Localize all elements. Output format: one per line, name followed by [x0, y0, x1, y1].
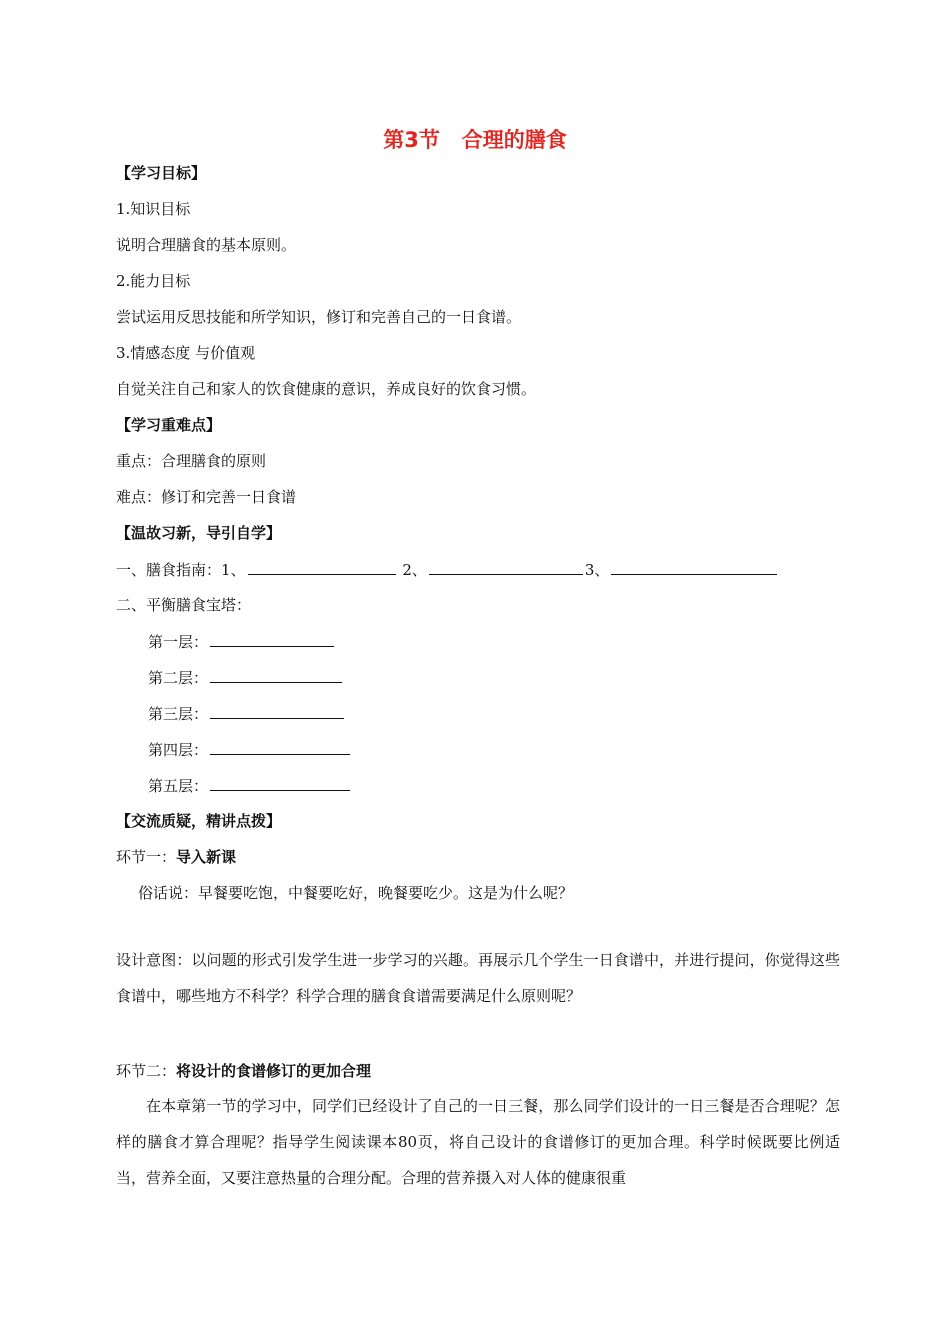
- layer-label: 第一层：: [148, 633, 209, 651]
- diet-guide-line: [116, 559, 779, 580]
- layer-label: 第五层：: [148, 777, 209, 795]
- step1-line: [116, 847, 236, 867]
- diet-guide-prefix: 一、膳食指南：1、: [116, 561, 246, 579]
- key-points-heading: 【学习重难点】: [116, 416, 222, 434]
- guide-blank-1[interactable]: [248, 559, 396, 575]
- pagoda-layer-3: [148, 703, 346, 724]
- layer-label: 第四层：: [148, 741, 209, 759]
- pagoda-layer-4: [148, 739, 352, 760]
- diet-guide-2: 2、: [402, 561, 427, 579]
- step1-label: 环节一：: [116, 848, 177, 866]
- focus-text: 重点：合理膳食的原则: [116, 452, 267, 470]
- layer-blank[interactable]: [210, 739, 350, 755]
- step2-paragraph: 在本章第一节的学习中，同学们已经设计了自己的一日三餐，那么同学们设计的一日三餐是否合理呢？怎样的膳食才算合理呢？指导学生阅读课本80页，将自己设计的食谱修订的更加合理。科学时候既要比例适当，营养全面，又要注意热量的合理分配。合理的营养摄入对人体的健康很重: [116, 1097, 840, 1187]
- knowledge-text: 说明合理膳食的基本原则。: [116, 236, 297, 254]
- layer-blank[interactable]: [210, 775, 350, 791]
- pagoda-layer-5: [148, 775, 352, 796]
- pagoda-layer-2: [148, 667, 344, 688]
- objectives-heading: 【学习目标】: [116, 164, 207, 182]
- emotion-text: 自觉关注自己和家人的饮食健康的意识，养成良好的饮食习惯。: [116, 380, 537, 398]
- step2-label: 环节二：: [116, 1062, 177, 1080]
- layer-blank[interactable]: [210, 703, 344, 719]
- layer-label: 第二层：: [148, 669, 209, 687]
- guide-blank-2[interactable]: [429, 559, 583, 575]
- guide-blank-3[interactable]: [611, 559, 777, 575]
- pagoda-layer-1: [148, 631, 336, 652]
- step2-line: [116, 1061, 371, 1081]
- discussion-heading: 【交流质疑，精讲点拨】: [116, 812, 282, 830]
- step1-title: 导入新课: [176, 848, 237, 866]
- title-name: 合理的膳食: [461, 128, 567, 152]
- title-section: 第3节: [383, 128, 440, 152]
- diet-guide-3: 3、: [584, 561, 610, 579]
- layer-label: 第三层：: [148, 705, 209, 723]
- step2-title: 将设计的食谱修订的更加合理: [176, 1062, 372, 1080]
- saying-text: 俗话说：早餐要吃饱，中餐要吃好，晚餐要吃少。这是为什么呢？: [138, 884, 574, 902]
- layer-blank[interactable]: [210, 667, 342, 683]
- page-title: [0, 124, 950, 154]
- design-intent-paragraph: 设计意图：以问题的形式引发学生进一步学习的兴趣。再展示几个学生一日食谱中，并进行提问，你觉得这些食谱中，哪些地方不科学？科学合理的膳食食谱需要满足什么原则呢？: [116, 951, 840, 1005]
- layer-blank[interactable]: [210, 631, 334, 647]
- knowledge-label: 1.知识目标: [116, 200, 191, 218]
- emotion-label: 3.情感态度 与价值观: [116, 344, 256, 362]
- pagoda-title: 二、平衡膳食宝塔：: [116, 596, 252, 614]
- ability-text: 尝试运用反思技能和所学知识，修订和完善自己的一日食谱。: [116, 308, 522, 326]
- review-heading: 【温故习新，导引自学】: [116, 524, 282, 542]
- ability-label: 2.能力目标: [116, 272, 191, 290]
- difficulty-text: 难点：修订和完善一日食谱: [116, 488, 297, 506]
